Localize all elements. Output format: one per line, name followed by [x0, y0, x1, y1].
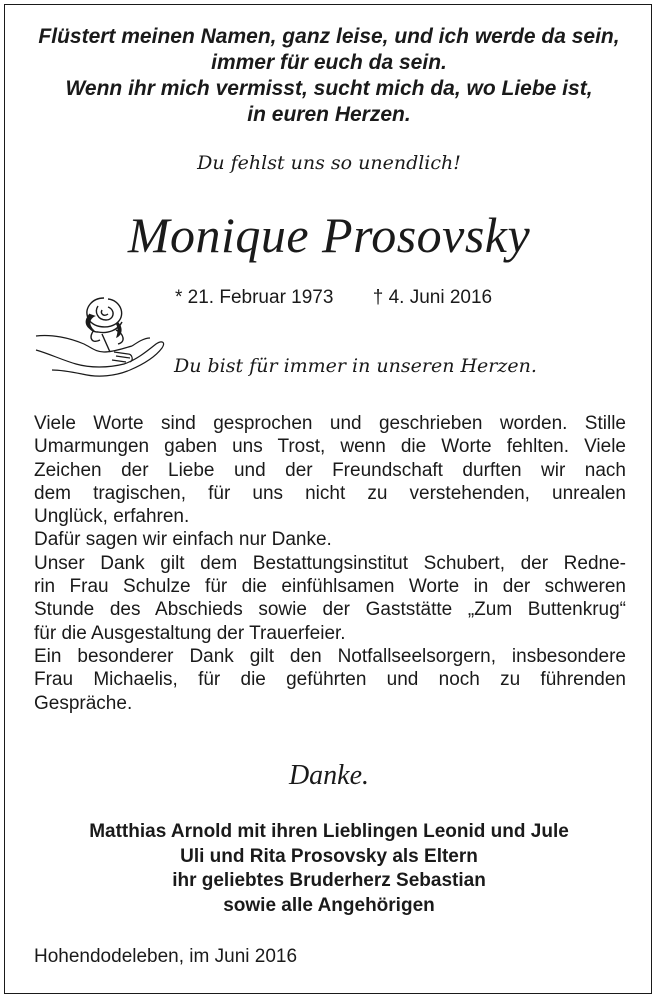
danke-heading: Danke. — [288, 760, 370, 791]
body-line: Zeichen der Liebe und der Freundschaft durften wir nach — [34, 459, 626, 481]
body-line: Gespräche. — [34, 692, 133, 714]
forever-line: Du bist für immer in unseren Herzen. — [174, 355, 537, 377]
body-line: für die Ausgestaltung der Trauerfeier. — [34, 622, 346, 644]
body-line: Unglück, erfahren. — [34, 506, 190, 528]
miss-line: Du fehlst uns so unendlich! — [197, 152, 461, 174]
poem-line: immer für euch da sein. — [211, 51, 447, 74]
body-line: Viele Worte sind gesprochen und geschrieben worden. Stille — [34, 413, 626, 434]
rose-in-hands-icon — [32, 290, 172, 390]
body-line: dem tragischen, für uns nicht zu verstehenden, unrealen — [34, 482, 626, 504]
body-line: Dafür sagen wir einfach nur Danke. — [34, 529, 332, 551]
poem-line: in euren Herzen. — [247, 103, 411, 126]
poem — [0, 24, 658, 128]
signers — [0, 820, 658, 918]
signer-line: ihr geliebtes Bruderherz Sebastian — [172, 870, 486, 891]
body-line: Umarmungen gaben uns Trost, wenn die Worte fehlten. Viele — [34, 436, 626, 458]
deceased-name: Monique Prosovsky — [127, 207, 531, 263]
body-line: Stunde des Abschieds sowie der Gaststätte „Zum Buttenkrug“ — [34, 599, 626, 621]
place-date: Hohendodeleben, im Juni 2016 — [34, 946, 298, 967]
poem-line: Flüstert meinen Namen, ganz leise, und ich werde da sein, — [38, 25, 620, 48]
thank-you-text — [34, 412, 626, 715]
signer-line: Matthias Arnold mit ihren Lieblingen Leonid und Jule — [89, 821, 569, 842]
life-dates — [175, 287, 492, 309]
death-date: † 4. Juni 2016 — [372, 287, 493, 308]
signer-line: sowie alle Angehörigen — [223, 894, 435, 916]
body-line: Unser Dank gilt dem Bestattungsinstitut Schubert, der Redne- — [34, 552, 626, 574]
body-line: Ein besonderer Dank gilt den Notfallseelsorgern, insbesondere — [34, 645, 626, 667]
body-line: rin Frau Schulze für die einfühlsamen Worte in der schweren — [34, 576, 626, 598]
birth-date: * 21. Februar 1973 — [175, 287, 334, 308]
poem-line: Wenn ihr mich vermisst, sucht mich da, wo Liebe ist, — [65, 77, 593, 100]
body-line: Frau Michaelis, für die geführten und noch zu führenden — [34, 669, 626, 691]
signer-line: Uli und Rita Prosovsky als Eltern — [180, 845, 478, 867]
